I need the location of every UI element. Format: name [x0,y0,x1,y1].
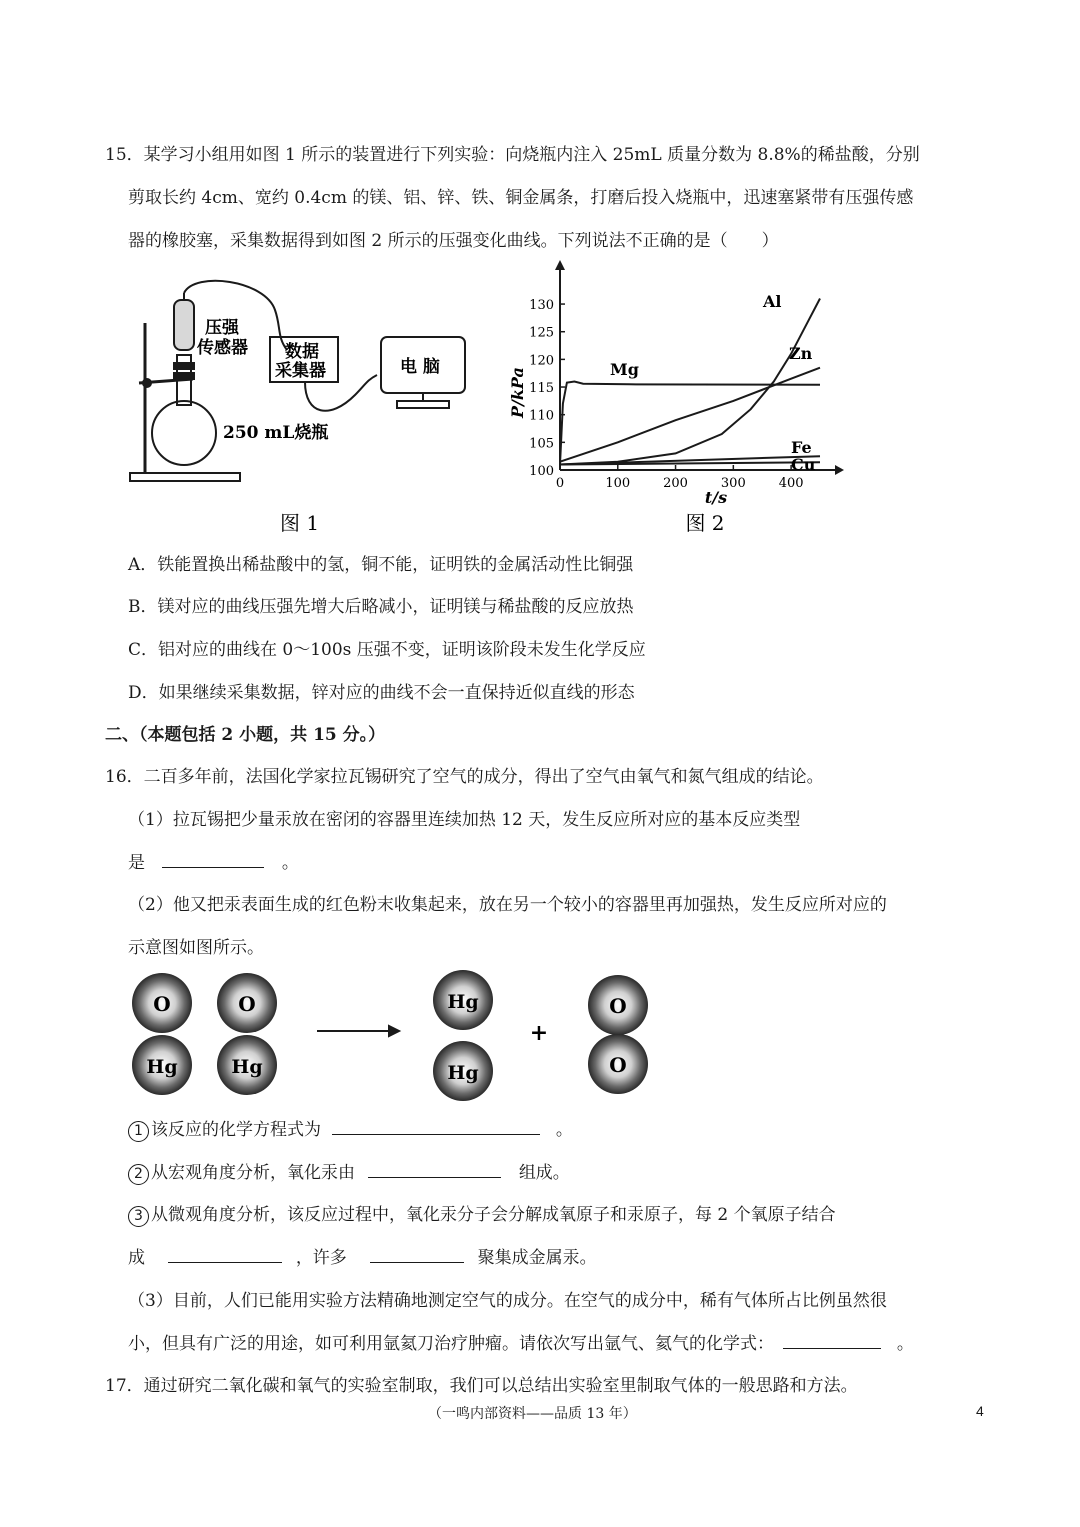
circled-number-3: 3 [128,1206,149,1227]
stand-base [130,473,240,481]
y-axis-label: P/kPa [508,367,527,419]
flask-body [152,401,216,465]
y-axis-arrow [555,260,565,270]
page-number: 4 [976,1403,984,1419]
y-tick-label: 105 [529,436,554,452]
q15-line-3: 器的橡胶塞，采集数据得到如图 2 所示的压强变化曲线。下列说法不正确的是（ ） [128,231,779,251]
y-tick-label: 110 [529,408,554,424]
q16-part1-line1: （1）拉瓦锡把少量汞放在密闭的容器里连续加热 12 天，发生反应所对应的基本反应类型 [128,810,801,830]
o-atom-label: O [609,994,627,1018]
series-label-cu: Cu [791,455,816,474]
q16-sub2-pre: 从宏观角度分析，氧化汞由 [151,1163,355,1183]
option-b: B．镁对应的曲线压强先增大后略减小，证明镁与稀盐酸的反应放热 [128,597,634,617]
q15-line-1: 15．某学习小组用如图 1 所示的装置进行下列实验：向烧瓶内注入 25mL 质量分数为 8.8%的稀盐酸，分别 [105,145,920,165]
q16-sub2-blank[interactable] [368,1161,501,1178]
plus-sign: + [529,1020,549,1046]
option-a: A．铁能置换出稀盐酸中的氢，铜不能，证明铁的金属活动性比铜强 [128,555,634,575]
q16-part1-pre: 是 [128,853,145,873]
sensor-label-2: 传感器 [197,338,248,358]
pressure-sensor [174,300,194,350]
q16-part1-post: 。 [281,853,299,873]
figure-2-caption: 图 2 [685,511,725,535]
y-tick-label: 125 [529,325,554,341]
figure-1-caption: 图 1 [280,511,320,535]
q16-sub3-a: 成 [128,1248,145,1268]
q16-part1-line2 [128,848,299,873]
q16-part2-line2: 示意图如图所示。 [128,938,264,958]
footer-text: （一鸣内部资料——品质 13 年） [428,1406,637,1422]
series-label-al: Al [763,292,782,311]
figure-2-pressure-chart [505,258,845,540]
x-tick-label: 0 [555,476,565,491]
hg-atom-label: Hg [146,1056,178,1078]
y-tick-label: 120 [529,353,554,369]
q16-sub3-text: 从微观角度分析，该反应过程中，氧化汞分子会分解成氧原子和汞原子，每 2 个氧原子结合 [151,1205,836,1225]
q16-sub1-blank[interactable] [332,1118,540,1135]
q16-part3-post: 。 [896,1334,914,1354]
sensor-label-1: 压强 [205,318,239,338]
figure-1-apparatus [125,275,485,540]
x-tick-label: 400 [778,476,804,491]
q16-sub1-pre: 该反应的化学方程式为 [151,1120,321,1140]
collector-label-2: 采集器 [275,361,326,381]
series-label-mg: Mg [610,360,639,379]
collector-label-1: 数据 [285,342,319,362]
series-label-zn: Zn [789,344,813,363]
y-tick-label: 100 [529,464,554,479]
q16-sub3-c: 聚集成金属汞。 [477,1248,597,1268]
x-tick-label: 200 [663,476,688,491]
computer-label: 电 脑 [400,357,440,377]
q16-sub3-line2 [128,1243,597,1268]
o-atom-label: O [238,992,256,1016]
x-tick-label: 300 [720,476,746,491]
option-d: D．如果继续采集数据，锌对应的曲线不会一直保持近似直线的形态 [128,683,635,703]
q15-line-2: 剪取长约 4cm、宽约 0.4cm 的镁、铝、锌、铁、铜金属条，打磨后投入烧瓶中，迅速塞紧带有压强传感 [128,188,914,208]
q16-part1-blank[interactable] [162,851,264,868]
x-tick-label: 100 [605,476,631,491]
section-2-heading: 二、（本题包括 2 小题，共 15 分。） [105,725,386,745]
circled-number-2: 2 [128,1164,149,1185]
q16-sub1 [128,1115,573,1142]
x-axis-label: t/s [704,488,728,507]
series-line-al [560,299,820,465]
q16-sub2-post: 组成。 [518,1163,570,1183]
x-axis-arrow [835,465,844,475]
series-line-mg [560,382,820,465]
hg-atom-label: Hg [447,991,479,1013]
q16-part3-line1: （3）目前，人们已能用实验方法精确地测定空气的成分。在空气的成分中，稀有气体所占比例虽然很 [128,1291,887,1311]
y-tick-label: 115 [529,381,554,397]
o-atom-label: O [153,992,171,1016]
circled-number-1: 1 [128,1121,149,1142]
q16-sub3-b: ，许多 [295,1248,347,1268]
q16-part3-line2 [128,1329,914,1354]
q17-intro: 17．通过研究二氧化碳和氧气的实验室制取，我们可以总结出实验室里制取气体的一般思路和方法。 [105,1376,858,1396]
hgo-decomposition-diagram [125,968,665,1103]
q16-sub3-blank-1[interactable] [168,1246,282,1263]
series-label-fe: Fe [791,438,812,457]
flask-label: 250 mL烧瓶 [223,423,329,443]
q16-sub3-blank-2[interactable] [370,1246,464,1263]
q16-intro: 16．二百多年前，法国化学家拉瓦锡研究了空气的成分，得出了空气由氧气和氮气组成的结论。 [105,767,824,787]
q16-sub3-line1 [128,1200,836,1227]
y-tick-label: 130 [529,298,554,314]
hg-atom-label: Hg [231,1056,263,1078]
o-atom-label: O [609,1053,627,1077]
q16-sub2 [128,1158,570,1185]
q16-sub1-post: 。 [555,1120,573,1140]
option-c: C．铝对应的曲线在 0～100s 压强不变，证明该阶段未发生化学反应 [128,640,646,660]
q16-part3-blank[interactable] [783,1332,881,1349]
reaction-arrow [317,1026,399,1036]
q16-part3-pre: 小，但具有广泛的用途，如可利用氩氦刀治疗肿瘤。请依次写出氩气、氦气的化学式： [128,1334,774,1354]
q16-part2-line1: （2）他又把汞表面生成的红色粉末收集起来，放在另一个较小的容器里再加强热，发生反应所对应的 [128,895,887,915]
hg-atom-label: Hg [447,1062,479,1084]
